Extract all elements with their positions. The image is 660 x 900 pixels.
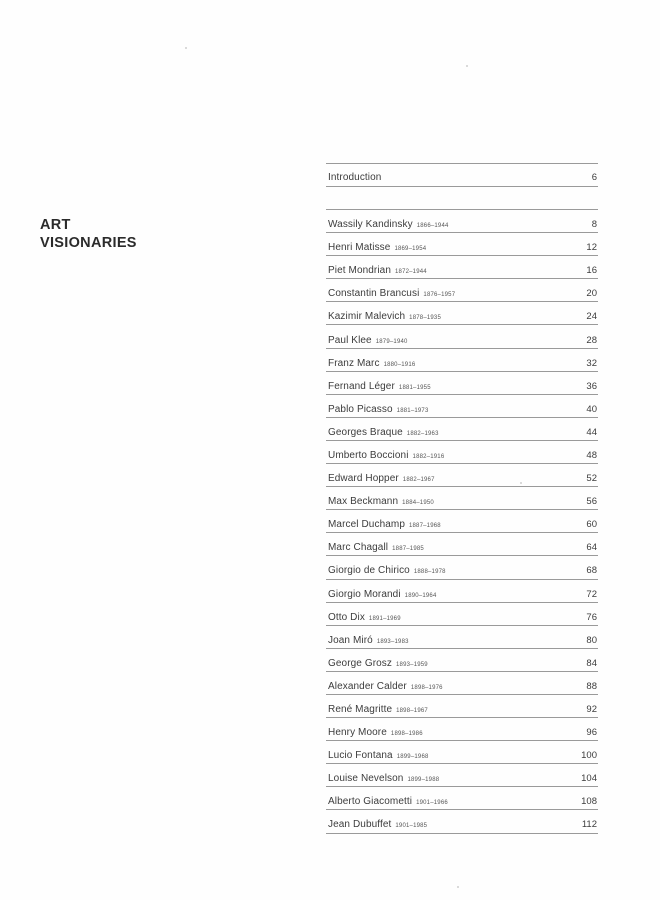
toc-row <box>326 510 598 533</box>
artist-name: Paul Klee <box>328 334 372 346</box>
toc-row <box>326 672 598 695</box>
toc-entry-label <box>326 612 401 623</box>
artist-dates: 1887–1985 <box>392 546 424 553</box>
page-number: 96 <box>586 727 597 739</box>
page-number: 76 <box>586 611 597 623</box>
page-number: 52 <box>586 473 597 485</box>
artist-dates: 1880–1916 <box>383 361 416 368</box>
artist-name: Henri Matisse <box>328 242 391 254</box>
artist-name: Jean Dubuffet <box>328 819 392 831</box>
artist-name: Joan Miró <box>328 634 373 646</box>
page-number: 84 <box>586 657 597 669</box>
introduction-page-number: 6 <box>591 171 597 183</box>
page-number: 32 <box>586 357 597 369</box>
page-number: 44 <box>586 426 597 438</box>
toc-entry-label <box>326 727 423 738</box>
toc-entry-label <box>326 704 428 715</box>
artist-name: Georges Braque <box>328 426 403 438</box>
toc-entry-label <box>326 358 415 369</box>
toc-row <box>326 603 598 626</box>
artist-dates: 1884–1950 <box>402 500 434 507</box>
page-number: 28 <box>586 334 597 346</box>
page-number: 24 <box>586 311 597 323</box>
toc-entry-label <box>326 404 429 415</box>
artist-dates: 1876–1957 <box>423 292 456 299</box>
artist-name: Marc Chagall <box>328 542 389 554</box>
artist-name: Max Beckmann <box>328 496 399 508</box>
page-number: 72 <box>586 588 597 600</box>
toc-entry-label <box>326 473 435 484</box>
artist-dates: 1881–1973 <box>396 407 429 414</box>
toc-row <box>326 441 598 464</box>
toc-row <box>326 418 598 441</box>
toc-entry-label <box>326 335 408 346</box>
toc-entry-label <box>326 311 441 322</box>
toc-row <box>326 533 598 556</box>
toc-entry-label <box>326 496 434 507</box>
page-number: 36 <box>586 380 597 392</box>
artist-name: Kazimir Malevich <box>328 311 406 323</box>
toc-entry-label <box>326 819 427 830</box>
artist-name: Lucio Fontana <box>328 750 393 762</box>
artist-name: Fernand Léger <box>328 380 395 392</box>
artist-name: Franz Marc <box>328 357 380 369</box>
toc-row <box>326 233 598 256</box>
page-number: 80 <box>586 634 597 646</box>
artist-dates: 1901–1985 <box>395 823 428 830</box>
artist-dates: 1882–1967 <box>402 477 435 484</box>
artist-name: Piet Mondrian <box>328 265 391 277</box>
artist-dates: 1869–1954 <box>394 246 427 253</box>
page-number: 40 <box>586 403 597 415</box>
toc-row <box>326 718 598 741</box>
artist-name: Alberto Giacometti <box>328 796 413 808</box>
toc-row <box>326 349 598 372</box>
artist-dates: 1893–1959 <box>396 661 428 668</box>
artist-dates: 1890–1964 <box>404 592 437 599</box>
toc-row <box>326 210 598 233</box>
toc-entry-label <box>326 519 441 530</box>
toc-entry-label <box>326 635 409 646</box>
toc-entry-label <box>326 658 428 669</box>
artist-name: René Magritte <box>328 704 393 716</box>
toc-row <box>326 626 598 649</box>
page-number: 108 <box>581 796 597 808</box>
artist-dates: 1901–1966 <box>416 800 448 807</box>
artist-dates: 1893–1983 <box>376 638 409 645</box>
toc-entry-label <box>326 681 443 692</box>
page-number: 112 <box>581 819 597 831</box>
toc-row <box>326 279 598 302</box>
artist-dates: 1887–1968 <box>408 523 441 530</box>
artist-dates: 1866–1944 <box>416 223 449 230</box>
page-number: 60 <box>586 519 597 531</box>
toc-entry-label <box>326 381 431 392</box>
toc-row <box>326 325 598 348</box>
toc-entry-label <box>326 542 424 553</box>
book-title-line-2: VISIONARIES <box>40 235 137 251</box>
paper-speck <box>185 47 187 49</box>
artist-dates: 1882–1916 <box>412 453 445 460</box>
toc-entry-label <box>326 750 429 761</box>
toc-row <box>326 556 598 579</box>
toc-entry-label <box>326 427 439 438</box>
artist-dates: 1899–1988 <box>407 777 440 784</box>
artist-dates: 1898–1967 <box>396 708 428 715</box>
page-number: 64 <box>586 542 597 554</box>
toc-row <box>326 649 598 672</box>
toc-entry-label <box>326 219 449 230</box>
toc-entry-label <box>326 796 448 807</box>
toc-row <box>326 787 598 810</box>
artist-name: Otto Dix <box>328 611 365 623</box>
toc-entry-label <box>326 172 381 183</box>
paper-speck <box>466 65 468 67</box>
page-number: 88 <box>586 680 597 692</box>
page-number: 48 <box>586 449 597 461</box>
toc-row <box>326 764 598 787</box>
toc-row <box>326 395 598 418</box>
artist-name: Umberto Boccioni <box>328 449 409 461</box>
artist-dates: 1898–1976 <box>410 684 443 691</box>
toc-entry-label <box>326 450 444 461</box>
page-number: 8 <box>591 219 597 231</box>
page-number: 92 <box>586 704 597 716</box>
artist-name: Wassily Kandinsky <box>328 219 413 231</box>
artist-name: Edward Hopper <box>328 473 399 485</box>
artist-name: Pablo Picasso <box>328 403 393 415</box>
artist-dates: 1882–1963 <box>406 430 439 437</box>
toc-entry-label <box>326 242 426 253</box>
toc-entry-label <box>326 265 427 276</box>
page-number: 56 <box>586 496 597 508</box>
toc-row-introduction <box>326 164 598 186</box>
artist-name: Alexander Calder <box>328 680 407 692</box>
introduction-title: Introduction <box>328 171 382 183</box>
artist-name: Louise Nevelson <box>328 773 404 785</box>
artist-name: Henry Moore <box>328 727 387 739</box>
toc-row <box>326 256 598 279</box>
toc-row <box>326 810 598 833</box>
page-number: 20 <box>586 288 597 300</box>
toc-row <box>326 372 598 395</box>
page-number: 16 <box>586 265 597 277</box>
artist-dates: 1888–1978 <box>413 569 446 576</box>
toc-entry-label <box>326 589 437 600</box>
toc-row <box>326 695 598 718</box>
book-title-line-1: ART <box>40 217 71 233</box>
toc-entry-label <box>326 773 439 784</box>
paper-speck <box>457 886 459 888</box>
artist-dates: 1881–1955 <box>398 384 431 391</box>
artist-name: Marcel Duchamp <box>328 519 405 531</box>
artist-name: Giorgio Morandi <box>328 588 401 600</box>
toc-introduction-block <box>326 163 598 187</box>
toc-row <box>326 580 598 603</box>
artist-name: Giorgio de Chirico <box>328 565 410 577</box>
paper-speck <box>520 482 522 484</box>
page-number: 100 <box>581 750 597 762</box>
toc-row <box>326 302 598 325</box>
toc-row <box>326 741 598 764</box>
toc-row <box>326 487 598 510</box>
artist-dates: 1878–1935 <box>409 315 442 322</box>
toc-entry-label <box>326 565 446 576</box>
artist-name: George Grosz <box>328 657 393 669</box>
book-title <box>40 216 137 252</box>
page-number: 12 <box>586 242 597 254</box>
artist-dates: 1898–1986 <box>390 731 423 738</box>
artist-dates: 1872–1944 <box>395 269 427 276</box>
artist-dates: 1891–1969 <box>368 615 401 622</box>
page-number: 104 <box>581 773 597 785</box>
page-number: 68 <box>586 565 597 577</box>
artist-dates: 1879–1940 <box>375 338 408 345</box>
artist-dates: 1899–1968 <box>396 754 429 761</box>
artist-name: Constantin Brancusi <box>328 288 420 300</box>
toc-row <box>326 464 598 487</box>
toc-entry-label <box>326 288 455 299</box>
table-of-contents <box>326 209 598 834</box>
